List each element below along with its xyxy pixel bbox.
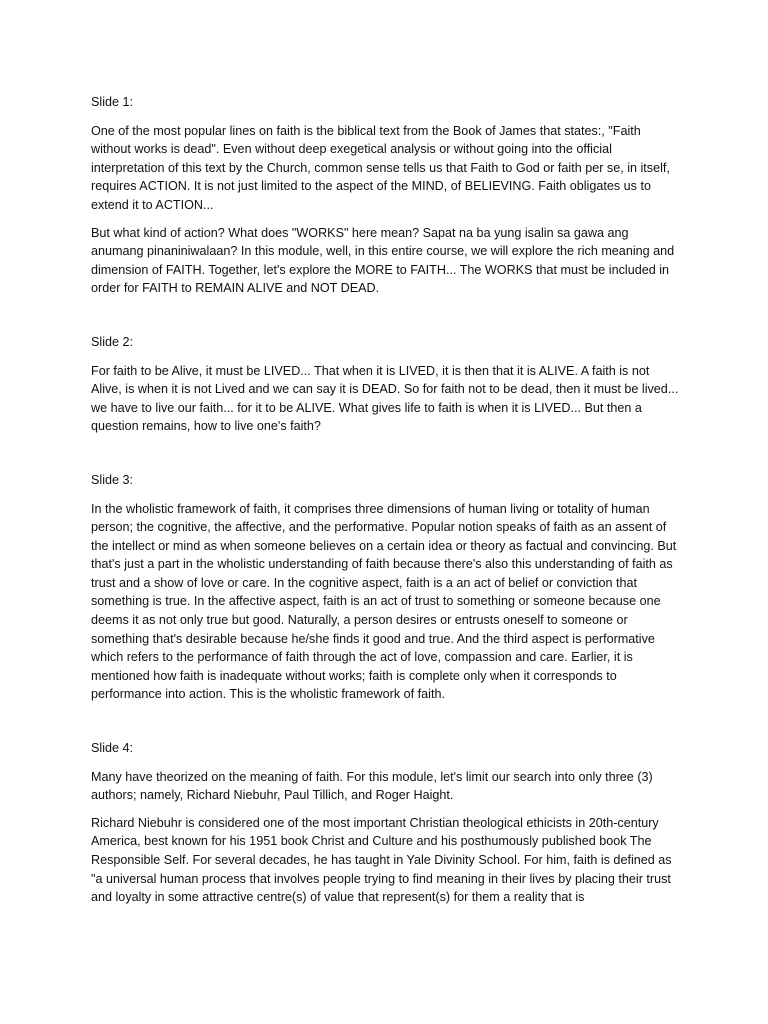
- document-body: [91, 93, 681, 916]
- slide-3-heading: Slide 3:: [91, 472, 134, 487]
- slide-4-paragraph-1: Many have theorized on the meaning of faith. For this module, let's limit our search into only three (3) authors; namely, Richard Niebuhr, Paul Tillich, and Roger Haight.: [91, 769, 653, 803]
- section-spacer: [91, 445, 681, 471]
- slide-1-heading: Slide 1:: [91, 95, 134, 109]
- slide-4-paragraph-2: Richard Niebuhr is considered one of the most important Christian theological ethicists in 20th-century America, best known for his 1951 book Christ and Culture and his posthumously published book The Responsible Self. For several decades, he has taught in Yale Divinity School. For him, faith is defined as "a universal human process that involves people trying to find meaning in their lives by placing their trust and loyalty in some attractive centre(s) of value that represent(s) for them a reality that is: [91, 815, 672, 905]
- section-spacer: [91, 307, 681, 333]
- slide-2-paragraph-1: For faith to be Alive, it must be LIVED... That when it is LIVED, it is then that it is ALIVE. A faith is not Alive, is when it is not Lived and we can say it is DEAD. So for faith not to be dead, then it must be lived... we have to live our faith... for it to be ALIVE. What gives life to faith is when it is LIVED... But then a question remains, how to live one's faith?: [91, 363, 679, 434]
- slide-1-paragraph-1: One of the most popular lines on faith is the biblical text from the Book of James that states:, "Faith without works is dead". Even without deep exegetical analysis or without going into the official interpretation of this text by the Church, common sense tells us that Faith to God or faith per se, in itself, requires ACTION. It is not just limited to the aspect of the MIND, of BELIEVING. Faith obligates us to extend it to ACTION...: [91, 123, 670, 212]
- section-spacer: [91, 713, 681, 739]
- slide-1-paragraph-2: But what kind of action? What does "WORKS" here mean? Sapat na ba yung isalin sa gawa ang anumang pinaniniwalaan? In this module, well, in this entire course, we will explore the rich meaning and dimension of FAITH. Together, let's explore the MORE to FAITH... The WORKS that must be included in order for FAITH to REMAIN ALIVE and NOT DEAD.: [91, 225, 675, 296]
- slide-2-section: [91, 333, 681, 436]
- slide-2-heading: Slide 2:: [91, 334, 134, 349]
- slide-4-section: [91, 739, 681, 907]
- slide-3-section: [91, 471, 681, 704]
- slide-4-heading: Slide 4:: [91, 741, 134, 756]
- slide-3-paragraph-1: In the wholistic framework of faith, it comprises three dimensions of human living or totality of human person; the cognitive, the affective, and the performative. Popular notion speaks of faith as an assent of the intellect or mind as when someone believes on a certain idea or theory as factual and convincing. But that's just a part in the wholistic understanding of faith because there's also this understanding of faith as trust and a show of love or care. In the cognitive aspect, faith is a an act of belief or conviction that something is true. In the affective aspect, faith is an act of trust to something or someone because one deems it as not only true but good. Naturally, a person desires or entrusts oneself to someone or something that's desirable because he/she finds it good and true. And the third aspect is performative which refers to the performance of faith through the act of love, compassion and care. Earlier, it is mentioned how faith is inadequate without works; faith is complete only when it corresponds to performance into action. This is the wholistic framework of faith.: [91, 501, 677, 702]
- slide-1-section: [91, 93, 681, 298]
